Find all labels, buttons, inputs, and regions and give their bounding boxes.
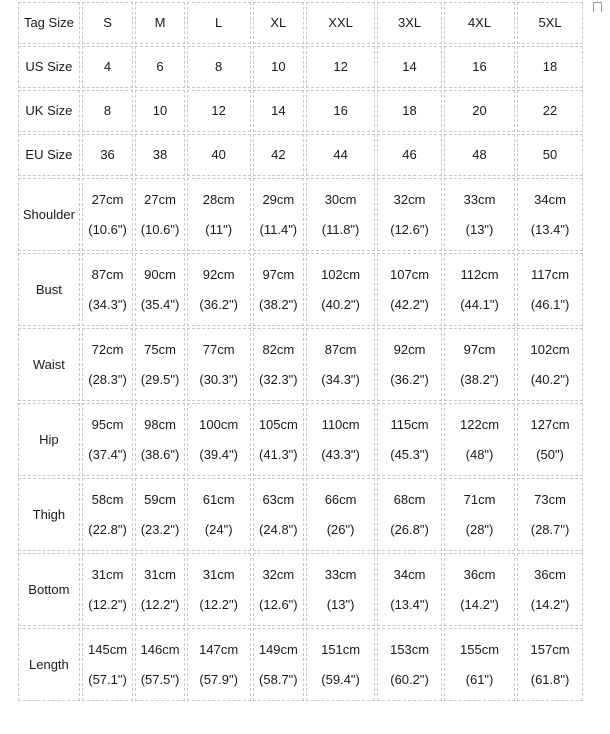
measurement-cell	[517, 403, 583, 476]
inch-value: (12.6")	[259, 596, 298, 612]
measurement-cell	[82, 328, 134, 401]
measurement-cell	[187, 328, 251, 401]
cm-value: 27cm	[91, 191, 124, 207]
cm-value: 87cm	[324, 341, 357, 357]
row-label: Length	[18, 628, 80, 701]
cm-value: 112cm	[460, 266, 499, 282]
cm-value: 31cm	[144, 566, 176, 582]
measurement-cell	[306, 628, 375, 701]
cm-value: 155cm	[460, 641, 500, 657]
cm-value: 77cm	[202, 341, 235, 357]
measurement-cell	[253, 478, 305, 551]
cm-value: 72cm	[91, 341, 124, 357]
cm-value: 110cm	[321, 416, 360, 432]
inch-value: (22.8")	[88, 521, 127, 537]
measurement-cell	[444, 478, 515, 551]
measurement-cell	[306, 328, 375, 401]
size-value-cell: 18	[517, 46, 583, 88]
inch-value: (23.2")	[140, 521, 180, 537]
measurement-cell	[253, 178, 305, 251]
table-row	[18, 478, 583, 551]
cm-value: 63cm	[262, 491, 295, 507]
size-cell: 3XL	[377, 2, 442, 44]
inch-value: (12.6")	[390, 221, 429, 237]
inch-value: (34.3")	[321, 371, 360, 387]
inch-value: (46.1")	[530, 296, 570, 312]
inch-value: (59.4")	[321, 671, 360, 687]
inch-value: (13")	[465, 221, 494, 237]
measurement-cell	[253, 403, 305, 476]
inch-value: (41.3")	[259, 446, 298, 462]
size-value-cell: 12	[306, 46, 375, 88]
size-value-cell: 12	[187, 90, 251, 132]
inch-value: (28")	[465, 521, 494, 537]
row-label: Thigh	[18, 478, 80, 551]
measurement-cell	[444, 178, 515, 251]
cm-value: 153cm	[390, 641, 430, 657]
measurement-cell	[187, 178, 251, 251]
measurement-cell	[253, 253, 305, 326]
table-row	[18, 178, 583, 251]
cm-value: 59cm	[144, 491, 176, 507]
inch-value: (38.2")	[460, 371, 499, 387]
size-value-cell: 8	[187, 46, 251, 88]
cm-value: 122cm	[460, 416, 500, 432]
inch-value: (10.6")	[140, 221, 180, 237]
row-label: EU Size	[18, 134, 80, 176]
size-value-cell: 20	[444, 90, 515, 132]
inch-value: (24.8")	[259, 521, 298, 537]
cm-value: 71cm	[463, 491, 496, 507]
inch-value: (14.2")	[530, 596, 570, 612]
size-value-cell: 18	[377, 90, 442, 132]
cm-value: 33cm	[324, 566, 357, 582]
size-value-cell: 10	[253, 46, 305, 88]
cm-value: 29cm	[262, 191, 295, 207]
inch-value: (42.2")	[390, 296, 429, 312]
cm-value: 31cm	[91, 566, 124, 582]
measurement-cell	[82, 478, 134, 551]
measurement-cell	[135, 478, 184, 551]
measurement-cell	[82, 628, 134, 701]
inch-value: (50")	[536, 446, 564, 462]
inch-value: (57.9")	[199, 671, 238, 687]
cm-value: 145cm	[88, 641, 128, 657]
cm-value: 92cm	[393, 341, 426, 357]
measurement-cell	[82, 403, 134, 476]
inch-value: (58.7")	[259, 671, 298, 687]
inch-value: (13")	[326, 596, 355, 612]
measurement-cell	[377, 628, 442, 701]
size-cell: 4XL	[444, 2, 515, 44]
inch-value: (28.3")	[88, 371, 127, 387]
size-value-cell: 10	[135, 90, 184, 132]
inch-value: (28.7")	[530, 521, 570, 537]
measurement-cell	[135, 178, 184, 251]
cm-value: 117cm	[530, 266, 570, 282]
measurement-cell	[444, 553, 515, 626]
measurement-cell	[377, 178, 442, 251]
size-value-cell: 8	[82, 90, 134, 132]
measurement-cell	[444, 628, 515, 701]
measurement-cell	[82, 553, 134, 626]
cm-value: 98cm	[144, 416, 176, 432]
measurement-cell	[135, 553, 184, 626]
measurement-cell	[517, 328, 583, 401]
size-value-cell: 36	[82, 134, 134, 176]
size-value-cell: 16	[444, 46, 515, 88]
size-value-cell: 38	[135, 134, 184, 176]
cm-value: 95cm	[91, 416, 124, 432]
inch-value: (60.2")	[390, 671, 429, 687]
measurement-cell	[306, 178, 375, 251]
size-value-cell: 4	[82, 46, 134, 88]
measurement-cell	[444, 403, 515, 476]
measurement-cell	[517, 253, 583, 326]
cm-value: 97cm	[463, 341, 496, 357]
inch-value: (30.3")	[199, 371, 238, 387]
cm-value: 149cm	[258, 641, 298, 657]
inch-value: (61.8")	[530, 671, 570, 687]
cm-value: 58cm	[91, 491, 124, 507]
inch-value: (57.5")	[140, 671, 180, 687]
measurement-cell	[306, 478, 375, 551]
table-row-tag-size	[18, 2, 583, 44]
measurement-cell	[253, 628, 305, 701]
measurement-cell	[377, 403, 442, 476]
measurement-cell	[82, 253, 134, 326]
size-chart-table	[16, 0, 585, 703]
measurement-cell	[253, 553, 305, 626]
measurement-cell	[187, 628, 251, 701]
size-cell: XL	[253, 2, 305, 44]
size-value-cell: 50	[517, 134, 583, 176]
measurement-cell	[306, 553, 375, 626]
measurement-cell	[135, 403, 184, 476]
inch-value: (12.2")	[88, 596, 127, 612]
inch-value: (24")	[204, 521, 233, 537]
inch-value: (11")	[205, 221, 233, 237]
inch-value: (11.8")	[321, 221, 360, 237]
cm-value: 146cm	[140, 641, 180, 657]
cm-value: 28cm	[202, 191, 235, 207]
inch-value: (43.3")	[321, 446, 360, 462]
cm-value: 75cm	[144, 341, 176, 357]
measurement-cell	[444, 328, 515, 401]
cm-value: 33cm	[463, 191, 496, 207]
inch-value: (36.2")	[390, 371, 429, 387]
size-cell: M	[135, 2, 184, 44]
inch-value: (12.2")	[199, 596, 238, 612]
row-label: Hip	[18, 403, 80, 476]
cm-value: 90cm	[144, 266, 176, 282]
table-row	[18, 403, 583, 476]
inch-value: (38.2")	[259, 296, 298, 312]
measurement-cell	[82, 178, 134, 251]
inch-value: (57.1")	[88, 671, 127, 687]
inch-value: (38.6")	[140, 446, 180, 462]
cm-value: 92cm	[202, 266, 235, 282]
cm-value: 87cm	[91, 266, 124, 282]
table-row	[18, 253, 583, 326]
size-value-cell: 42	[253, 134, 305, 176]
cm-value: 102cm	[321, 266, 361, 282]
inch-value: (13.4")	[530, 221, 570, 237]
cm-value: 102cm	[530, 341, 570, 357]
cm-value: 82cm	[262, 341, 295, 357]
cm-value: 34cm	[393, 566, 426, 582]
size-cell: XXL	[306, 2, 375, 44]
size-value-cell: 22	[517, 90, 583, 132]
inch-value: (12.2")	[140, 596, 180, 612]
measurement-cell	[187, 253, 251, 326]
row-label: UK Size	[18, 90, 80, 132]
measurement-cell	[377, 478, 442, 551]
inch-value: (39.4")	[199, 446, 238, 462]
size-cell: 5XL	[517, 2, 583, 44]
row-label: Bottom	[18, 553, 80, 626]
row-label: Shoulder	[18, 178, 80, 251]
table-row	[18, 328, 583, 401]
cm-value: 36cm	[534, 566, 566, 582]
cm-value: 30cm	[324, 191, 357, 207]
measurement-cell	[135, 253, 184, 326]
measurement-cell	[444, 253, 515, 326]
inch-value: (44.1")	[460, 296, 499, 312]
inch-value: (48")	[465, 446, 494, 462]
size-chart-body	[18, 2, 583, 701]
corner-bracket-icon	[593, 2, 602, 12]
inch-value: (32.3")	[259, 371, 298, 387]
cm-value: 61cm	[202, 491, 235, 507]
measurement-cell	[306, 253, 375, 326]
table-row	[18, 134, 583, 176]
inch-value: (26")	[326, 521, 355, 537]
size-value-cell: 6	[135, 46, 184, 88]
measurement-cell	[135, 628, 184, 701]
size-value-cell: 14	[253, 90, 305, 132]
inch-value: (13.4")	[390, 596, 429, 612]
cm-value: 73cm	[534, 491, 566, 507]
measurement-cell	[135, 328, 184, 401]
cm-value: 100cm	[199, 416, 239, 432]
inch-value: (10.6")	[88, 221, 127, 237]
measurement-cell	[517, 553, 583, 626]
cm-value: 115cm	[390, 416, 429, 432]
row-label: Bust	[18, 253, 80, 326]
measurement-cell	[517, 178, 583, 251]
inch-value: (37.4")	[88, 446, 127, 462]
cm-value: 105cm	[258, 416, 298, 432]
inch-value: (40.2")	[321, 296, 360, 312]
table-row	[18, 90, 583, 132]
inch-value: (14.2")	[460, 596, 499, 612]
table-row	[18, 628, 583, 701]
cm-value: 36cm	[463, 566, 496, 582]
cm-value: 31cm	[202, 566, 235, 582]
inch-value: (26.8")	[390, 521, 429, 537]
cm-value: 68cm	[393, 491, 426, 507]
row-label: Tag Size	[18, 2, 80, 44]
measurement-cell	[377, 328, 442, 401]
inch-value: (40.2")	[530, 371, 570, 387]
cm-value: 32cm	[393, 191, 426, 207]
cm-value: 151cm	[321, 641, 361, 657]
size-cell: S	[82, 2, 134, 44]
inch-value: (29.5")	[140, 371, 180, 387]
size-value-cell: 16	[306, 90, 375, 132]
size-cell: L	[187, 2, 251, 44]
inch-value: (36.2")	[199, 296, 238, 312]
size-value-cell: 44	[306, 134, 375, 176]
cm-value: 32cm	[262, 566, 295, 582]
cm-value: 147cm	[199, 641, 239, 657]
size-value-cell: 46	[377, 134, 442, 176]
row-label: US Size	[18, 46, 80, 88]
size-value-cell: 40	[187, 134, 251, 176]
row-label: Waist	[18, 328, 80, 401]
size-value-cell: 14	[377, 46, 442, 88]
cm-value: 127cm	[530, 416, 570, 432]
table-row	[18, 553, 583, 626]
inch-value: (11.4")	[259, 221, 298, 237]
measurement-cell	[187, 403, 251, 476]
inch-value: (35.4")	[140, 296, 180, 312]
measurement-cell	[517, 478, 583, 551]
cm-value: 27cm	[144, 191, 176, 207]
measurement-cell	[187, 478, 251, 551]
inch-value: (34.3")	[88, 296, 127, 312]
cm-value: 66cm	[324, 491, 357, 507]
measurement-cell	[517, 628, 583, 701]
measurement-cell	[306, 403, 375, 476]
measurement-cell	[187, 553, 251, 626]
cm-value: 157cm	[530, 641, 570, 657]
measurement-cell	[377, 553, 442, 626]
measurement-cell	[253, 328, 305, 401]
size-value-cell: 48	[444, 134, 515, 176]
measurement-cell	[377, 253, 442, 326]
inch-value: (61")	[465, 671, 494, 687]
cm-value: 97cm	[262, 266, 295, 282]
inch-value: (45.3")	[390, 446, 429, 462]
table-row	[18, 46, 583, 88]
cm-value: 107cm	[390, 266, 430, 282]
cm-value: 34cm	[534, 191, 566, 207]
